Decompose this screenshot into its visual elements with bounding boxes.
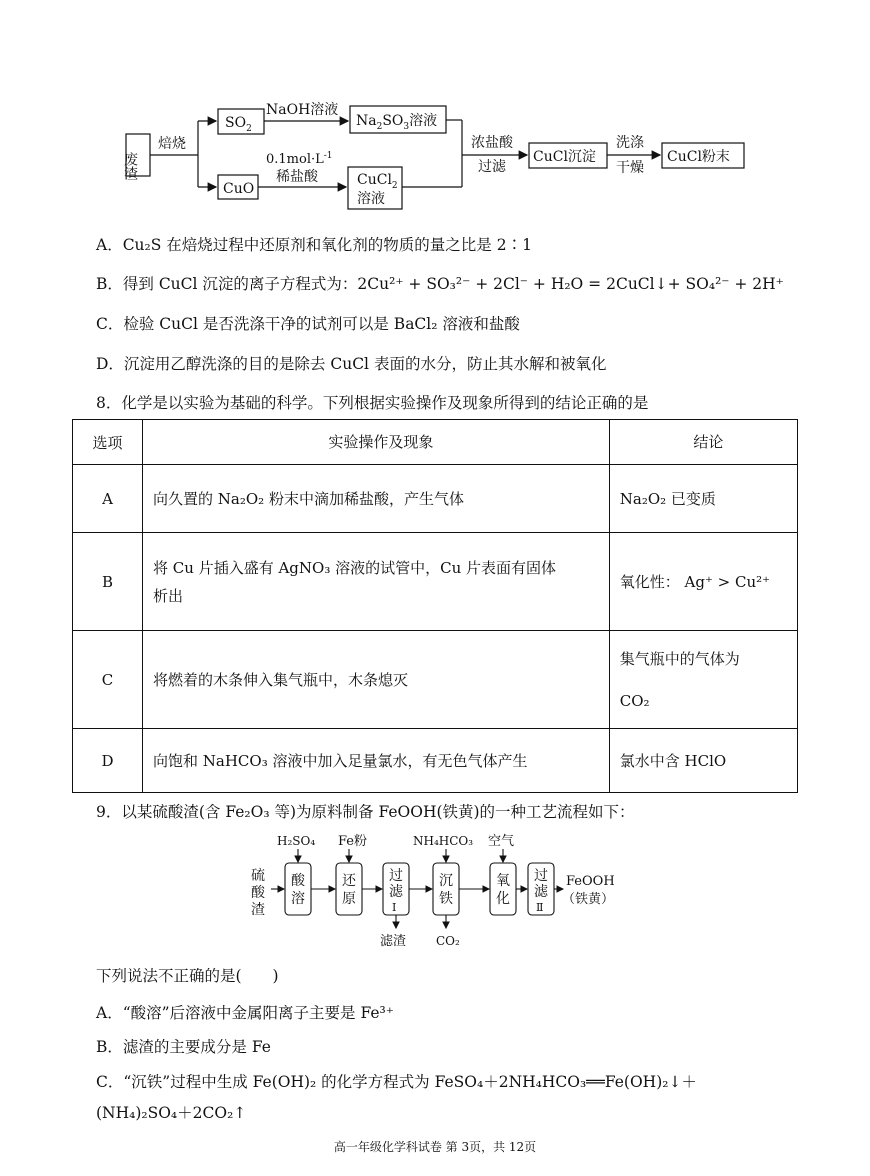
row-option: A bbox=[73, 465, 143, 533]
table-row bbox=[73, 729, 798, 793]
step-filter1-1: 过 bbox=[389, 868, 403, 884]
q8-stem: 8．化学是以实验为基础的科学。下列根据实验操作及现象所得到的结论正确的是 bbox=[96, 394, 649, 412]
air-label: 空气 bbox=[488, 834, 515, 849]
q7-option-d: D．沉淀用乙醇洗涤的目的是除去 CuCl 表面的水分，防止其水解和被氧化 bbox=[96, 355, 607, 373]
nh4hco3-label: NH₄HCO₃ bbox=[413, 834, 474, 848]
row-option: B bbox=[73, 533, 143, 631]
roast-label: 焙烧 bbox=[158, 136, 186, 152]
step-precipitate-1: 沉 bbox=[439, 873, 453, 889]
row-operation: 将 Cu 片插入盛有 AgNO₃ 溶液的试管中，Cu 片表面有固体 析出 bbox=[143, 533, 610, 631]
conc-hcl-label: 浓盐酸 bbox=[471, 135, 513, 151]
table-row bbox=[73, 465, 798, 533]
header-operation: 实验操作及现象 bbox=[143, 420, 610, 465]
q8-table bbox=[72, 419, 798, 793]
feooh-process-flow bbox=[0, 825, 870, 955]
q7-option-b: B．得到 CuCl 沉淀的离子方程式为：2Cu²⁺ + SO₃²⁻ + 2Cl⁻ + H₂O = 2CuCl↓+ SO₄²⁻ + 2H⁺ bbox=[96, 275, 784, 293]
q9-prompt: 下列说法不正确的是( ) bbox=[96, 967, 279, 985]
step-filter2-2: 滤 bbox=[534, 884, 548, 900]
q9-stem: 9．以某硫酸渣(含 Fe₂O₃ 等)为原料制备 FeOOH(铁黄)的一种工艺流程如下： bbox=[96, 803, 635, 821]
step-filter2-3: Ⅱ bbox=[536, 901, 544, 914]
row-operation: 将燃着的木条伸入集气瓶中，木条熄灭 bbox=[143, 631, 610, 729]
filter-label: 过滤 bbox=[478, 159, 506, 175]
step-filter1-3: Ⅰ bbox=[392, 901, 397, 914]
q7-option-a: A．Cu₂S 在焙烧过程中还原剂和氧化剂的物质的量之比是 2∶1 bbox=[96, 236, 532, 254]
product-label: FeOOH bbox=[566, 874, 615, 889]
raw-material-char-1: 硫 bbox=[251, 868, 265, 884]
cucl-powder-label: CuCl粉末 bbox=[667, 149, 730, 165]
cucl2-label: CuCl$_2$ bbox=[357, 172, 398, 191]
q9-option-c: C．“沉铁”过程中生成 Fe(OH)₂ 的化学方程式为 FeSO₄＋2NH₄HCO₃══Fe(OH)₂↓＋ bbox=[96, 1073, 697, 1091]
dry-label: 干燥 bbox=[616, 160, 644, 176]
step-oxidize-1: 氧 bbox=[496, 873, 510, 889]
step-filter2-1: 过 bbox=[534, 868, 548, 884]
step-precipitate-2: 铁 bbox=[439, 891, 453, 907]
dilute-hcl-label: 稀盐酸 bbox=[276, 169, 318, 185]
acid-conc-label: $0.1mol\cdot L^{-1}$ bbox=[266, 151, 333, 167]
row-operation: 向久置的 Na₂O₂ 粉末中滴加稀盐酸，产生气体 bbox=[143, 465, 610, 533]
raw-material-char-3: 渣 bbox=[251, 902, 265, 918]
cuo-label: CuO bbox=[223, 181, 255, 197]
wash-label: 洗涤 bbox=[616, 135, 644, 151]
cucl-process-flow bbox=[0, 0, 870, 220]
step-reduce-1: 还 bbox=[342, 873, 356, 889]
row-option: C bbox=[73, 631, 143, 729]
table-header-row bbox=[73, 420, 798, 465]
table-row bbox=[73, 533, 798, 631]
page-footer: 高一年级化学科试卷 第 3页，共 12页 bbox=[333, 1140, 537, 1154]
raw-material-char-2: 酸 bbox=[251, 885, 265, 901]
co2-label: CO₂ bbox=[436, 934, 460, 948]
header-conclusion: 结论 bbox=[609, 420, 797, 465]
table-row bbox=[73, 631, 798, 729]
q9-option-c-cont: (NH₄)₂SO₄＋2CO₂↑ bbox=[96, 1104, 247, 1122]
row-conclusion: 氯水中含 HClO bbox=[609, 729, 797, 793]
product-name-label: （铁黄） bbox=[562, 892, 615, 907]
q9-option-a: A．“酸溶”后溶液中金属阳离子主要是 Fe³⁺ bbox=[96, 1004, 394, 1022]
residue-label: 滤渣 bbox=[380, 934, 407, 949]
row-conclusion: 集气瓶中的气体为 CO₂ bbox=[609, 631, 797, 729]
step-reduce-2: 原 bbox=[342, 891, 356, 907]
row-conclusion: 氧化性： Ag⁺ > Cu²⁺ bbox=[609, 533, 797, 631]
row-conclusion: Na₂O₂ 已变质 bbox=[609, 465, 797, 533]
step-acid-dissolve-2: 溶 bbox=[291, 891, 305, 907]
q7-option-c: C．检验 CuCl 是否洗涤干净的试剂可以是 BaCl₂ 溶液和盐酸 bbox=[96, 315, 520, 333]
fe-powder-label: Fe粉 bbox=[338, 834, 368, 849]
row-option: D bbox=[73, 729, 143, 793]
cucl-ppt-label: CuCl沉淀 bbox=[533, 149, 596, 165]
header-option: 选项 bbox=[73, 420, 143, 465]
q9-option-b: B．滤渣的主要成分是 Fe bbox=[96, 1038, 271, 1056]
h2so4-label: H₂SO₄ bbox=[277, 834, 316, 848]
waste-label-1: 废渣 bbox=[122, 152, 138, 180]
step-acid-dissolve-1: 酸 bbox=[291, 873, 305, 889]
so2-label: $SO_2$ bbox=[225, 115, 252, 134]
row-operation: 向饱和 NaHCO₃ 溶液中加入足量氯水，有无色气体产生 bbox=[143, 729, 610, 793]
step-filter1-2: 滤 bbox=[389, 884, 403, 900]
step-oxidize-2: 化 bbox=[496, 891, 510, 907]
na2so3-label: $Na_2SO_3$溶液 bbox=[356, 113, 438, 132]
naoh-label: NaOH溶液 bbox=[266, 102, 339, 118]
cucl2-solution-label: 溶液 bbox=[357, 191, 385, 207]
